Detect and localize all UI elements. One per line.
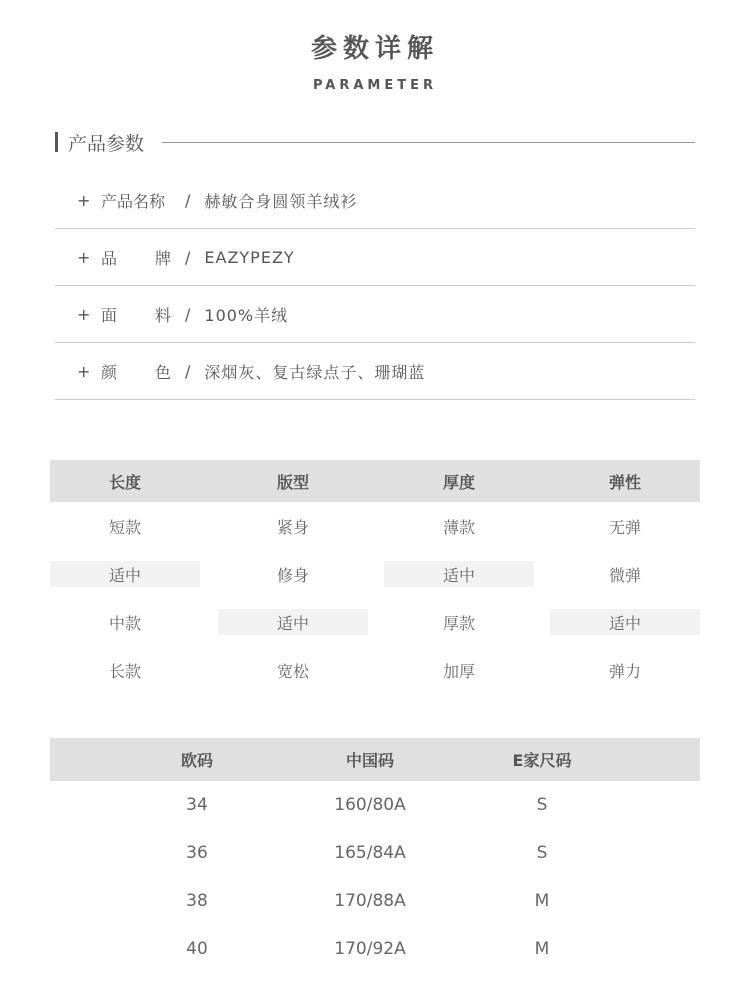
table-cell-selected: 适中	[550, 609, 700, 635]
header-e-size: E家尺码	[512, 751, 572, 770]
param-label-char: 颜	[101, 362, 118, 382]
param-label-char: 面	[101, 305, 118, 325]
header-fit: 版型	[276, 472, 309, 492]
param-value: 100%羊绒	[204, 305, 289, 325]
plus-icon: +	[77, 304, 91, 324]
table-cell: 中款	[108, 613, 141, 633]
table-cell: 160/80A	[334, 795, 406, 815]
table-cell-selected: 适中	[384, 561, 534, 587]
table-cell: 34	[186, 795, 208, 815]
table-cell: 修身	[276, 565, 309, 585]
table-cell-selected: 适中	[218, 609, 368, 635]
table-cell: 170/88A	[334, 891, 406, 911]
param-row-material	[55, 286, 695, 343]
table-cell: S	[536, 795, 548, 815]
table-row	[50, 877, 700, 925]
table-cell: 40	[186, 939, 208, 959]
param-label	[101, 303, 171, 326]
table-cell-selected: 适中	[50, 561, 200, 587]
param-separator: /	[185, 361, 191, 381]
param-label-char: 料	[154, 305, 171, 325]
header-thickness: 厚度	[442, 472, 475, 492]
param-row-color	[55, 343, 695, 400]
header-cn-size: 中国码	[345, 751, 394, 770]
table-cell: S	[536, 843, 548, 863]
param-value: 赫敏合身圆领羊绒衫	[204, 191, 358, 211]
table-cell: 加厚	[442, 661, 475, 681]
param-separator: /	[185, 190, 191, 210]
section-divider	[162, 142, 695, 143]
plus-icon: +	[77, 190, 91, 210]
table-cell: 170/92A	[334, 939, 406, 959]
param-value: 深烟灰、复古绿点子、珊瑚蓝	[204, 362, 426, 382]
table-row	[50, 781, 700, 829]
table-row	[50, 829, 700, 877]
header-elasticity: 弹性	[608, 472, 641, 492]
section-bar	[55, 132, 58, 152]
attribute-table	[50, 460, 700, 694]
param-label	[101, 360, 171, 383]
table-row	[50, 502, 700, 550]
table-cell: 165/84A	[334, 843, 406, 863]
param-row-brand	[55, 229, 695, 286]
table-cell: M	[534, 891, 550, 911]
table-row	[50, 925, 700, 973]
table-row	[50, 646, 700, 694]
table-cell: 微弹	[608, 565, 641, 585]
table-cell: 38	[186, 891, 208, 911]
table-cell: 无弹	[608, 517, 641, 537]
table-cell: 薄款	[442, 517, 475, 537]
header-length: 长度	[108, 472, 141, 492]
attribute-table-header	[50, 460, 700, 502]
param-label-char: 色	[154, 362, 171, 382]
param-label: 产品名称	[101, 191, 166, 211]
param-separator: /	[185, 247, 191, 267]
param-label-char: 牌	[154, 248, 171, 268]
page-title: 参数详解	[310, 34, 439, 64]
plus-icon: +	[77, 361, 91, 381]
param-separator: /	[185, 304, 191, 324]
table-row	[50, 550, 700, 598]
size-table	[50, 738, 700, 973]
plus-icon: +	[77, 247, 91, 267]
section-header	[55, 128, 695, 156]
size-table-header	[50, 738, 700, 781]
header-eu-size: 欧码	[180, 751, 213, 770]
table-cell: 短款	[108, 517, 141, 537]
table-cell: 36	[186, 843, 208, 863]
table-row	[50, 598, 700, 646]
table-cell: 紧身	[276, 517, 309, 537]
param-list	[55, 172, 695, 400]
param-label-char: 品	[101, 248, 118, 268]
table-cell: 宽松	[276, 661, 309, 681]
table-cell: 长款	[108, 661, 141, 681]
section-title: 产品参数	[68, 132, 145, 155]
page-subtitle: PARAMETER	[312, 78, 438, 93]
table-cell: 厚款	[442, 613, 475, 633]
param-row-name	[55, 172, 695, 229]
param-label	[101, 246, 171, 269]
table-cell: 弹力	[608, 661, 641, 681]
table-cell: M	[534, 939, 550, 959]
param-value: EAZYPEZY	[204, 247, 295, 267]
